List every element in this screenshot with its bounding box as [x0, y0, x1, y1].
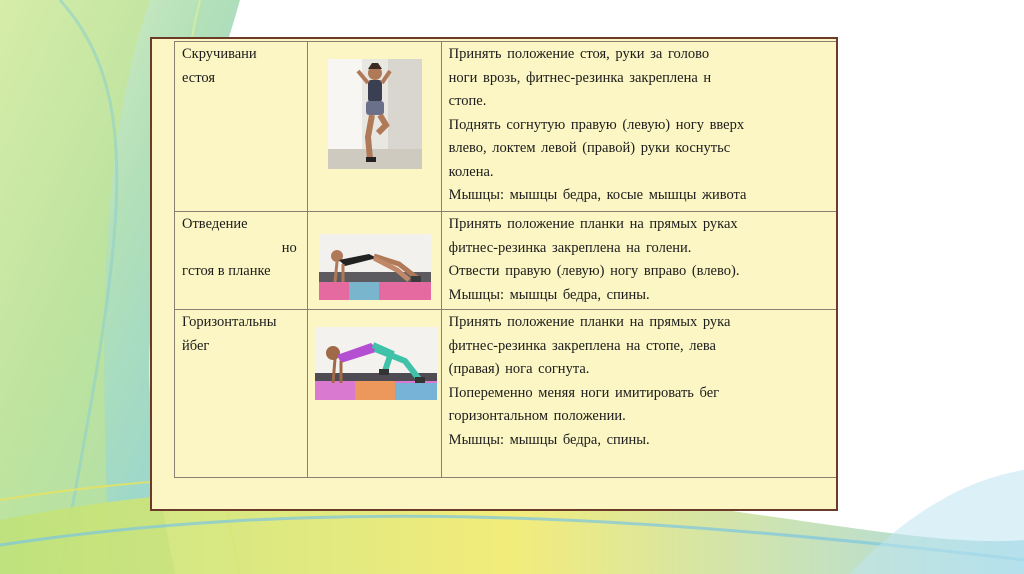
exercise-description-cell	[441, 42, 838, 212]
exercise-photo-cell	[307, 42, 441, 212]
exercise-name-line: йбег	[182, 337, 210, 354]
description-line: фитнес-резинка закреплена на голени.	[448, 239, 692, 256]
plank-leg-abduction-photo	[319, 234, 431, 300]
standing-knee-to-elbow-crunch-photo	[328, 59, 422, 169]
exercise-photo-cell	[307, 212, 441, 310]
description-line: Принять положение планки на прямых рука	[448, 314, 731, 330]
exercise-name-cell	[175, 310, 308, 478]
exercise-name-cell	[175, 42, 308, 212]
exercise-photo-cell	[307, 310, 441, 478]
mountain-climber-photo	[315, 327, 437, 400]
description-line: Мышцы: мышцы бедра, спины.	[448, 286, 650, 303]
exercise-description-cell	[441, 212, 838, 310]
description-line: Принять положение стоя, руки за голово	[448, 46, 710, 62]
description-line: Попеременно меняя ноги имитировать бег	[448, 384, 720, 401]
table-row	[175, 212, 839, 310]
description-line: стопе.	[448, 93, 487, 109]
exercise-name-cell	[175, 212, 308, 310]
description-line: Мышцы: мышцы бедра, спины.	[448, 431, 650, 448]
description-line: (правая) нога согнута.	[448, 361, 590, 377]
description-line: влево, локтем левой (правой) руки коснутьс	[448, 140, 731, 156]
exercise-name-line: но	[281, 239, 297, 256]
table-row	[175, 42, 839, 212]
description-line: фитнес-резинка закреплена на стопе, лева	[448, 337, 716, 354]
exercise-name-line: Скручивани	[182, 46, 257, 62]
exercise-name-line: Отведение	[182, 216, 248, 232]
exercise-name-line: гстоя в планке	[182, 263, 271, 279]
description-line: Поднять согнутую правую (левую) ногу вверх	[448, 116, 745, 133]
description-line: горизонтальном положении.	[448, 408, 626, 424]
description-line: Принять положение планки на прямых руках	[448, 216, 738, 232]
exercise-table-frame	[150, 37, 838, 511]
exercise-name-line: естоя	[182, 69, 216, 86]
description-line: ноги врозь, фитнес-резинка закреплена н	[448, 69, 712, 86]
description-line: колена.	[448, 163, 494, 180]
table-row	[175, 310, 839, 478]
description-line: Отвести правую (левую) ногу вправо (влево).	[448, 263, 740, 279]
description-line: Мышцы: мышцы бедра, косые мышцы живота	[448, 187, 747, 203]
exercise-table	[174, 41, 838, 478]
exercise-description-cell	[441, 310, 838, 478]
exercise-name-line: Горизонтальны	[182, 314, 277, 330]
